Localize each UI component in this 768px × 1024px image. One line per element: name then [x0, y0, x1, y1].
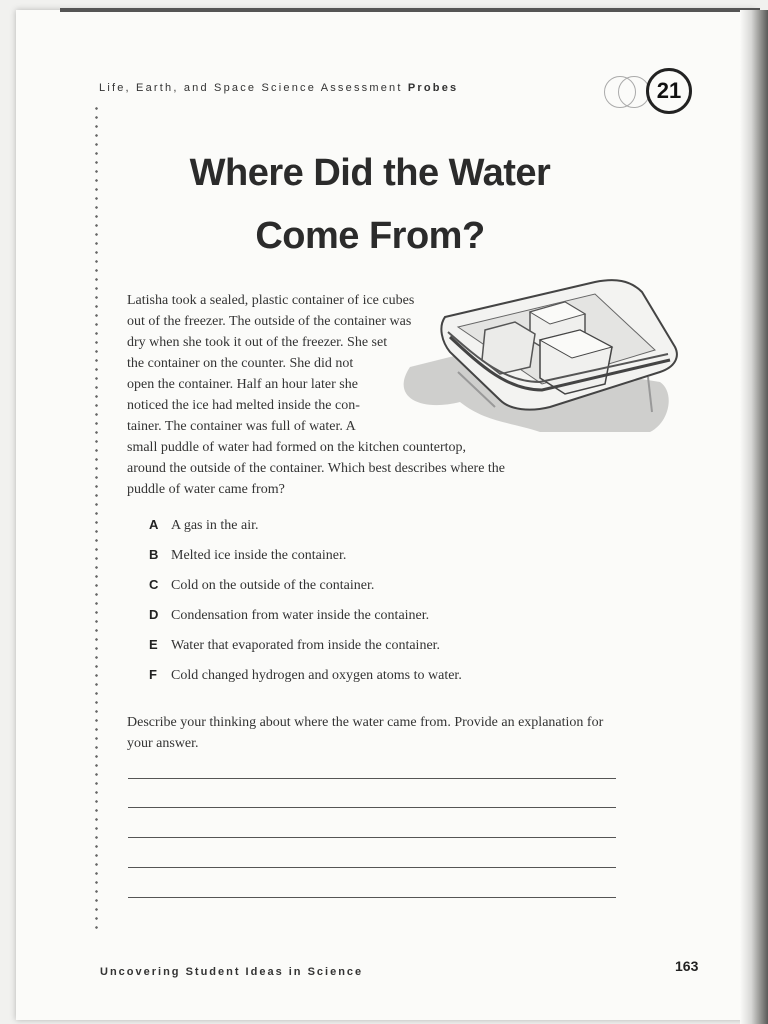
option-text: Melted ice inside the container. [171, 548, 347, 563]
page-title-line-1: Where Did the Water [189, 152, 551, 194]
answer-option-b[interactable] [149, 547, 462, 577]
footer-book-title: Uncovering Student Ideas in Science [100, 966, 364, 978]
page-title-line-2: Come From? [255, 215, 485, 257]
answer-options [149, 517, 462, 697]
answer-writing-line[interactable] [128, 837, 616, 838]
option-text: Water that evaporated from inside the container. [171, 638, 441, 653]
answer-writing-line[interactable] [128, 807, 616, 808]
dotted-margin-rule [95, 104, 98, 929]
answer-writing-line[interactable] [128, 778, 616, 779]
option-text: Condensation from water inside the container. [171, 608, 430, 623]
running-head-bold: Probes [407, 82, 459, 94]
option-letter: F [149, 667, 157, 682]
story-line: around the outside of the container. Which best describes where the [127, 461, 506, 476]
option-letter: C [149, 577, 159, 592]
story-line: puddle of water came from? [127, 482, 285, 497]
story-line: tainer. The container was full of water. A [127, 419, 356, 434]
story-line: the container on the counter. She did not [127, 356, 354, 371]
story-line: open the container. Half an hour later she [127, 377, 358, 392]
page-top-edge [60, 8, 760, 12]
option-letter: B [149, 547, 159, 562]
option-letter: D [149, 607, 159, 622]
answer-option-a[interactable] [149, 517, 462, 547]
story-line: dry when she took it out of the freezer. She set [127, 335, 388, 350]
option-text: Cold on the outside of the container. [171, 578, 375, 593]
story-line: Latisha took a sealed, plastic container of ice cubes [127, 293, 415, 308]
ice-container-illustration [390, 272, 680, 452]
option-letter: E [149, 637, 158, 652]
story-line: small puddle of water had formed on the kitchen countertop, [127, 440, 467, 455]
explanation-prompt: Describe your thinking about where the water came from. Provide an explanation for your answer. [127, 715, 604, 751]
page-number: 163 [675, 958, 699, 974]
answer-writing-line[interactable] [128, 867, 616, 868]
option-letter: A [149, 517, 159, 532]
answer-option-e[interactable] [149, 637, 462, 667]
answer-option-c[interactable] [149, 577, 462, 607]
probe-number-badge [602, 66, 702, 118]
option-text: Cold changed hydrogen and oxygen atoms to water. [171, 668, 462, 683]
running-head [99, 82, 458, 94]
answer-writing-line[interactable] [128, 897, 616, 898]
answer-option-f[interactable] [149, 667, 462, 697]
answer-option-d[interactable] [149, 607, 462, 637]
option-text: A gas in the air. [171, 518, 259, 533]
probe-number: 21 [646, 68, 692, 114]
running-head-text: Life, Earth, and Space Science Assessment [99, 82, 403, 94]
story-line: noticed the ice had melted inside the con- [127, 398, 360, 413]
book-binding-edge [740, 10, 768, 1024]
story-line: out of the freezer. The outside of the container was [127, 314, 412, 329]
